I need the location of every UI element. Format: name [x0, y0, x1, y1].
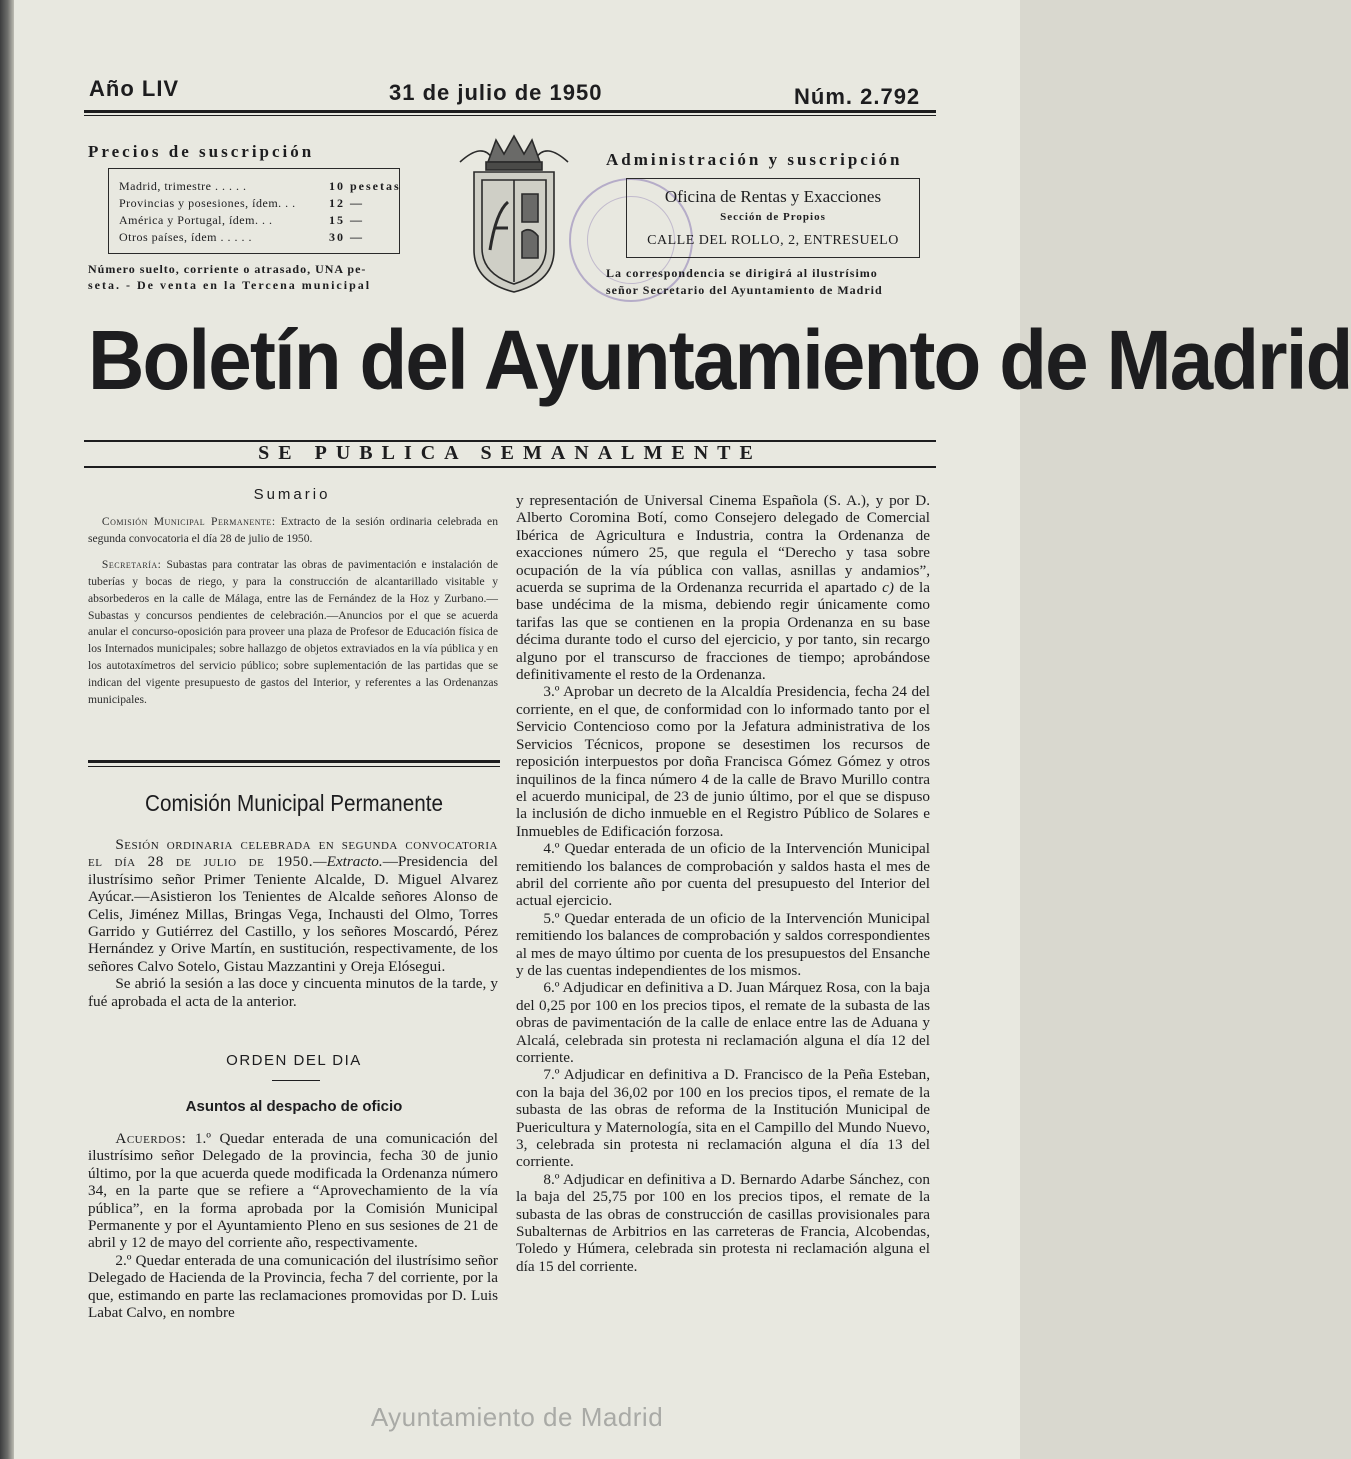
opening-paragraph: Se abrió la sesión a las doce y cincuenta minutos de la tarde, y fué aprobada el acta de la anterior.: [88, 975, 498, 1010]
article-column-left: [88, 836, 498, 1010]
price-label: Provincias y posesiones, ídem. . .: [119, 196, 296, 210]
session-text: —Presidencia del ilustrísimo señor Primer Teniente Alcalde, D. Miguel Alvarez Ayúcar.—Asistieron los Tenientes de Alcalde señores Alonso de Celis, Jiménez Millas, Bringas Vega, Inchausti del Olmo, Torres Garrido y Gutiérrez del Castillo, y los señores Moscardó, Pérez Hernández y Orive Martín, en sustitución, respectivamente, de los señores Calvo Sotelo, Gistau Mazzantini y Oreja Elósegui.: [88, 853, 498, 975]
acuerdo-item-2-cont-end: de la base undécima de la misma, debiendo regir únicamente como tarifas las que se contienen en la propia Ordenanza en su base décima durante todo el curso del ejercicio, y por tanto, sin recargo alguno por el transcurso de fracciones de tiempo; aprobándose definitivamente el resto de la Ordenanza.: [516, 579, 931, 684]
apartado-c: c): [882, 579, 894, 597]
session-label: Sesión ordinaria celebrada en segunda convocatoria el día 28 de julio de 1950.: [88, 836, 498, 871]
sale-point-note: seta. - De venta en la Tercena municipal: [88, 278, 372, 292]
book-binding-edge: [0, 0, 14, 1459]
acuerdo-item-7: 7.º Adjudicar en definitiva a D. Francisco de la Peña Esteban, con la baja del 36,02 por 100 en los precios tipos, el remate de la subasta de las obras de reforma de la Institución Municipal de Puericultura y Maternología, sita en el Campillo del Mundo Nuevo, 3, celebrada sin protesta ni reclamación alguna el día 13 del corriente.: [516, 1066, 930, 1171]
office-section: Sección de Propios: [720, 211, 826, 223]
acuerdo-item-2-cont: y representación de Universal Cinema Española (S. A.), y por D. Alberto Coromina Botí, como Consejero delegado de Comercial Ibérica de Agricultura e Industria, contra la Ordenanza de exacciones número 25, que regula el “Derecho y tasa sobre ocupación de la vía pública con vallas, asnillas y andamios”, acuerda se suprima de la Ordenanza recurrida el apartado: [516, 492, 930, 597]
acuerdos-column-left: [88, 1130, 498, 1321]
single-copy-note: Número suelto, corriente o atrasado, UNA pe-: [88, 262, 367, 276]
acuerdo-item-8: 8.º Adjudicar en definitiva a D. Bernardo Adarbe Sánchez, con la baja del 25,75 por 100 en los precios tipos, el remate de la subasta de las obras de construcción de casillas provisionales para Subalternas de Arbitrios en las carreteras de Francia, Alcobendas, Toledo y Húmera, celebrada sin protesta ni reclamación alguna el día 15 del corriente.: [516, 1170, 930, 1275]
orden-divider: [272, 1080, 320, 1081]
sumario-heading: Sumario: [253, 486, 331, 503]
admin-title: Administración y suscripción: [606, 150, 903, 169]
prices-box: [108, 168, 400, 254]
price-value: 10 pesetas: [329, 179, 401, 193]
sumario-text: [88, 514, 498, 718]
price-label: América y Portugal, ídem. . .: [119, 213, 273, 227]
correspondence-note: La correspondencia se dirigirá al ilustrísimo: [606, 266, 878, 280]
orden-del-dia-heading: ORDEN DEL DIA: [226, 1052, 362, 1069]
issue-date: 31 de julio de 1950: [389, 80, 603, 105]
price-value: 12 —: [329, 196, 364, 210]
prices-title: Precios de suscripción: [88, 142, 315, 161]
header-rule-thin: [84, 115, 936, 116]
price-row: [119, 196, 364, 211]
archive-watermark: Ayuntamiento de Madrid: [370, 1402, 664, 1432]
newspaper-title: Boletín del Ayuntamiento de Madrid: [88, 313, 1351, 407]
acuerdo-item-6: 6.º Adjudicar en definitiva a D. Juan Márquez Rosa, con la baja del 0,25 por 100 en los precios tipos, el remate de la subasta de las obras de pavimentación de la calle de enlace entre las de Aduana y Alcalá, celebrada sin protesta ni reclamación alguna el día 12 del corriente.: [516, 979, 930, 1066]
article-column-right: [516, 492, 930, 1275]
sumario-label: Secretaría:: [101, 557, 162, 571]
price-label: Madrid, trimestre . . . . .: [119, 179, 247, 193]
article-heading: Comisión Municipal Permanente: [144, 790, 443, 816]
price-row: [119, 230, 364, 245]
sumario-label: Comisión Municipal Permanente:: [101, 515, 276, 528]
price-label: Otros países, ídem . . . . .: [119, 230, 252, 244]
extracto-label: —Extracto.: [313, 853, 383, 871]
sumario-divider-thin: [88, 766, 500, 767]
acuerdo-item-1: 1.º Quedar enterada de una comunicación del ilustrísimo señor Delegado de la provincia, fecha 30 de junio último, por la que acuerda quede modificada la Ordenanza número 34, en la parte que se refiere a “Aprovechamiento de la vía pública”, en la forma aprobada por la Comisión Municipal Permanente y por el Ayuntamiento Pleno en sus sesiones de 21 de abril y 12 de mayo del corriente año, respectivamente.: [88, 1130, 498, 1252]
acuerdo-item-5: 5.º Quedar enterada de un oficio de la Intervención Municipal remitiendo los balances de comprobación y saldos correspondientes al mes de mayo último por cuenta de los presupuestos del Ensanche y de las cuentas independientes de los mismos.: [516, 909, 930, 979]
acuerdo-item-2: 2.º Quedar enterada de una comunicación del ilustrísimo señor Delegado de Hacienda de la Provincia, fecha 7 del corriente, por la que, estimando en parte las reclamaciones promovidas por D. Luis Labat Calvo, en nombre: [88, 1251, 498, 1322]
office-address: CALLE DEL ROLLO, 2, ENTRESUELO: [647, 233, 899, 248]
header-rule: [84, 110, 936, 113]
price-value: 15 —: [329, 213, 364, 227]
publication-frequency: SE PUBLICA SEMANALMENTE: [258, 442, 762, 464]
admin-box: [626, 178, 920, 258]
asuntos-heading: Asuntos al despacho de oficio: [185, 1098, 403, 1115]
office-name: Oficina de Rentas y Exacciones: [664, 187, 882, 206]
acuerdos-label: Acuerdos:: [115, 1130, 187, 1147]
sumario-body: Extracto de la sesión ordinaria celebrada en segunda convocatoria el día 28 de julio de 1950.: [88, 515, 498, 545]
acuerdo-item-4: 4.º Quedar enterada de un oficio de la Intervención Municipal remitiendo los balances de comprobación y saldos hasta el mes de abril del corriente año por cuenta del presupuesto del Interior del actual ejercicio.: [516, 840, 930, 910]
sumario-divider: [88, 760, 500, 763]
sumario-body: Subastas para contratar las obras de pavimentación e instalación de tuberías y bocas de riego, y para la construcción de alcantarillado visitable y absorbederos en la calle de Málaga, entre las de Fernández de la Hoz y Zurbano.—Subastas y concursos pendientes de celebración.—Anuncios por el que se acuerda anular el concurso-oposición para proveer una plaza de Profesor de Educación física de los Internados municipales; sobre hallazgo de objetos extraviados en la vía pública y en los autotaxímetros del servicio público; sobre suplementación de las partidas que se indican del vigente presupuesto de gastos del Interior, y referentes a las Ordenanzas municipales.: [88, 557, 498, 707]
newspaper-page: [14, 0, 1351, 1459]
price-row: [119, 213, 364, 228]
price-row: [119, 179, 401, 194]
madrid-coat-of-arms-icon: [452, 132, 576, 298]
masthead-rule-bottom: [84, 466, 936, 468]
secretary-note: señor Secretario del Ayuntamiento de Madrid: [606, 283, 883, 297]
acuerdo-item-3: 3.º Aprobar un decreto de la Alcaldía Presidencia, fecha 24 del corriente, en el que, de conformidad con lo informado tanto por el Servicio Contencioso como por la Jefatura administrativa de los Servicios Técnicos, propone se desestimen los recursos de reposición interpuestos por doña Francisca Gómez Gómez y otros inquilinos de la finca número 4 de la calle de Bravo Murillo contra el acuerdo municipal, de 23 de junio último, por el que se dispuso la inclusión de dicho inmueble en el Registro Público de Solares e Inmuebles de Edificación forzosa.: [516, 683, 930, 840]
issue-year: Año LIV: [89, 76, 180, 101]
issue-number: Núm. 2.792: [794, 84, 921, 109]
price-value: 30 —: [329, 230, 364, 244]
